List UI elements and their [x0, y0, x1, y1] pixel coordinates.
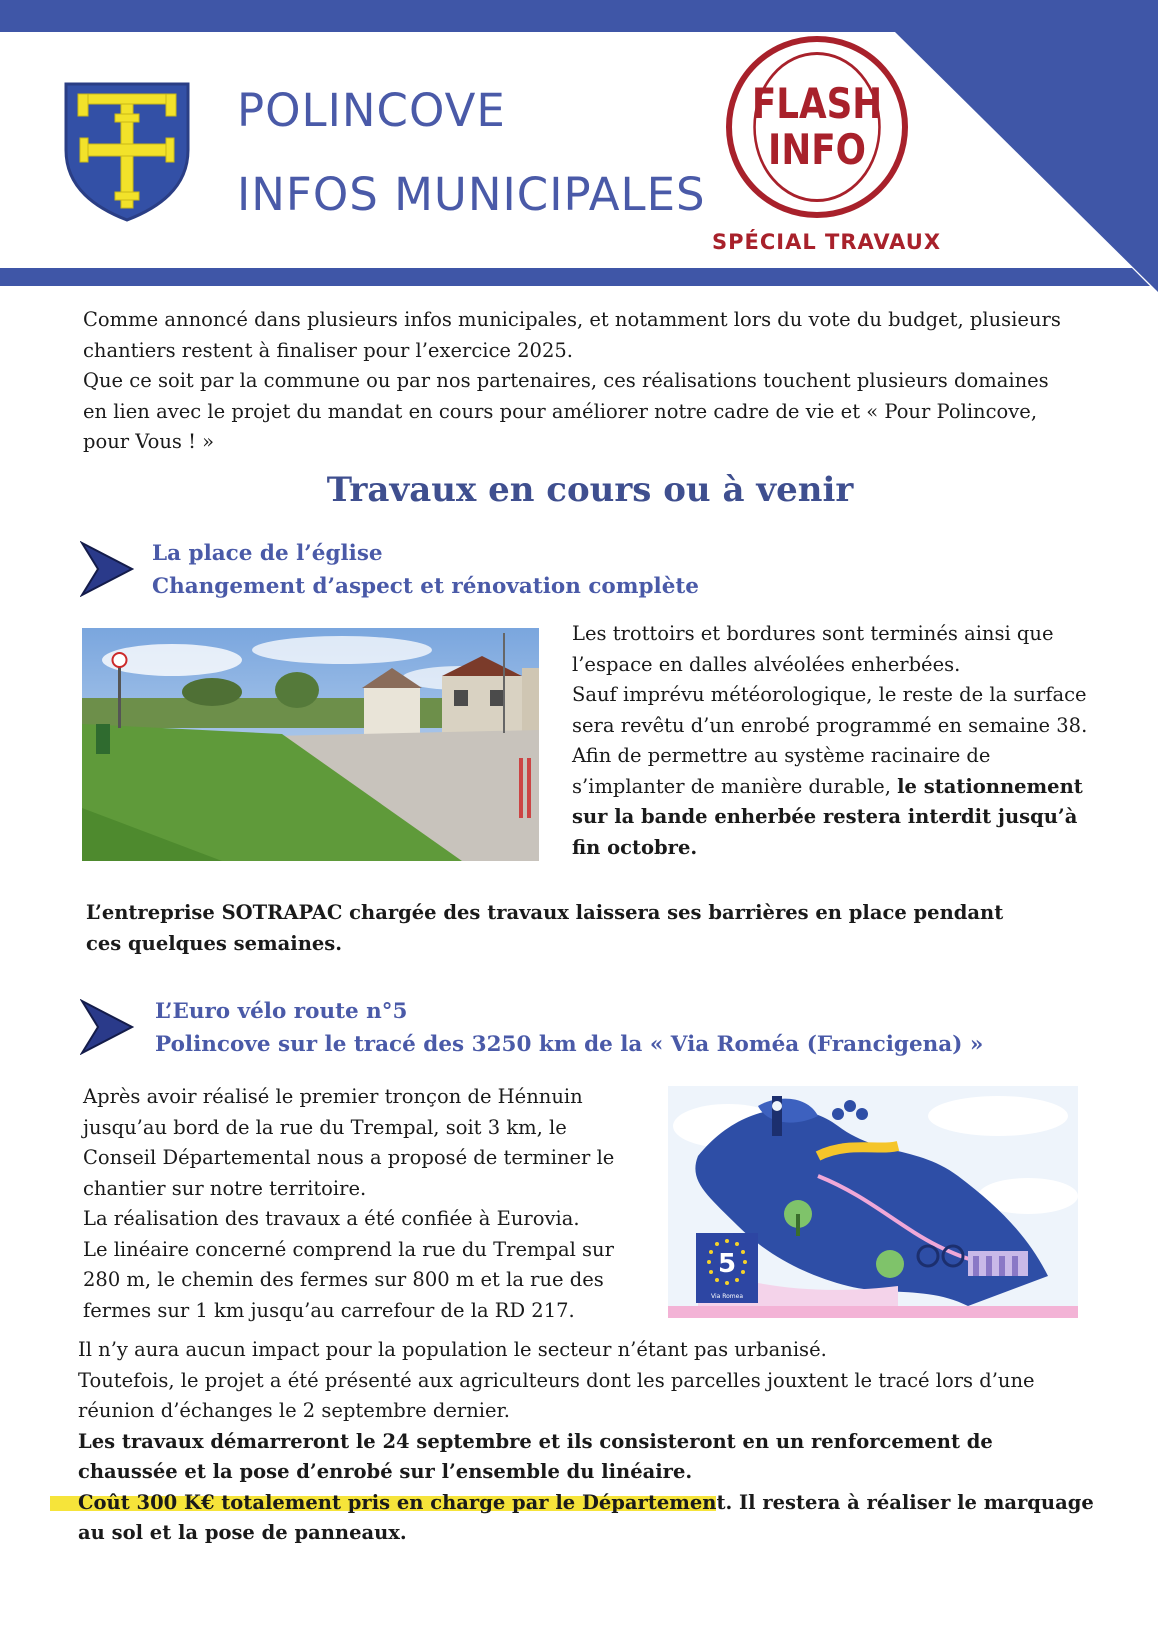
bulletin-subtitle: INFOS MUNICIPALES [237, 168, 706, 221]
church-paragraph-2: Sauf imprévu météorologique, le reste de la surface sera revêtu d’un enrobé programmé en semaine 38. [572, 683, 1088, 737]
cost-highlight: Coût 300 K€ totalement pris en charge par le Départemen [50, 1491, 716, 1514]
section-title: Travaux en cours ou à venir [326, 470, 854, 510]
velo-paragraph-2: La réalisation des travaux a été confiée à Eurovia. [83, 1207, 580, 1230]
velo-paragraph-6: Les travaux démarreront le 24 septembre et ils consisteront en un renforcement de chaussée et la pose d’enrobé sur l’ensemble du linéaire. [78, 1429, 993, 1483]
velo-heading-line-1: L’Euro vélo route n°5 [155, 999, 408, 1024]
intro-text [83, 305, 1073, 458]
velo-paragraph-5: Toutefois, le projet a été présenté aux agriculteurs dont les parcelles jouxtent le tracé lors d’une réunion d’échanges le 2 septembre dernier. [78, 1368, 1035, 1422]
church-heading [152, 537, 699, 603]
flash-info-stamp [726, 36, 908, 218]
church-paragraph-3-normal: Afin de permettre au système racinaire de s’implanter de manière durable, [572, 744, 991, 798]
intro-paragraph-2: Que ce soit par la commune ou par nos partenaires, ces réalisations touchent plusieurs domaines en lien avec le projet du mandat en cours pour améliorer notre cadre de vie et « Pour Polincove, pour Vous ! » [83, 369, 1049, 453]
church-heading-line-2: Changement d’aspect et rénovation complète [152, 574, 699, 599]
church-heading-line-1: La place de l’église [152, 541, 383, 566]
coat-of-arms-logo [62, 80, 192, 222]
stamp-line-flash: FLASH [751, 79, 883, 128]
route-badge-label: Via Romea [710, 1293, 744, 1300]
velo-paragraph-3: Le linéaire concerné comprend la rue du Trempal sur 280 m, le chemin des fermes sur 800 m et la rue des fermes sur 1 km jusqu’au carrefour de la RD 217. [83, 1237, 614, 1322]
church-text [572, 619, 1092, 863]
route-badge-number: 5 [717, 1249, 737, 1279]
velo-paragraph-7 [78, 1488, 1098, 1549]
velo-paragraph-1: Après avoir réalisé le premier tronçon de Hénnuin jusqu’au bord de la rue du Trempal, soit 3 km, le Conseil Départemental nous a proposé de terminer le chantier sur notre territoire. [83, 1085, 615, 1200]
chevron-arrow-icon [80, 999, 134, 1055]
town-name: POLINCOVE [237, 84, 506, 137]
church-paragraph-3-bold: le stationnement sur la bande enherbée restera interdit jusqu’à fin octobre. [572, 774, 1083, 859]
special-travaux-label: SPÉCIAL TRAVAUX [712, 230, 942, 254]
stamp-line-info: INFO [768, 125, 866, 174]
sotrapac-notice: L’entreprise SOTRAPAC chargée des travaux laissera ses barrières en place pendant ces quelques semaines. [86, 901, 1004, 955]
velo-heading [155, 995, 983, 1061]
intro-paragraph-1: Comme annoncé dans plusieurs infos municipales, et notamment lors du vote du budget, plusieurs chantiers restent à finaliser pour l’exercice 2025. [83, 308, 1061, 362]
cost-remainder: t. Il restera à réaliser le marquage au sol et la pose de panneaux. [78, 1490, 1094, 1544]
velo-paragraph-4: Il n’y aura aucun impact pour la population le secteur n’étant pas urbanisé. [78, 1338, 827, 1361]
church-square-photo [82, 628, 539, 861]
church-paragraph-3 [572, 741, 1092, 863]
chevron-arrow-icon [80, 541, 134, 597]
velo-heading-line-2: Polincove sur le tracé des 3250 km de la « Via Roméa (Francigena) » [155, 1032, 984, 1057]
velo-details [78, 1335, 1098, 1549]
church-paragraph-1: Les trottoirs et bordures sont terminés ainsi que l’espace en dalles alvéolées enherbées. [572, 622, 1054, 676]
euro-velo-route-illustration [668, 1086, 1078, 1318]
velo-text [83, 1082, 643, 1326]
